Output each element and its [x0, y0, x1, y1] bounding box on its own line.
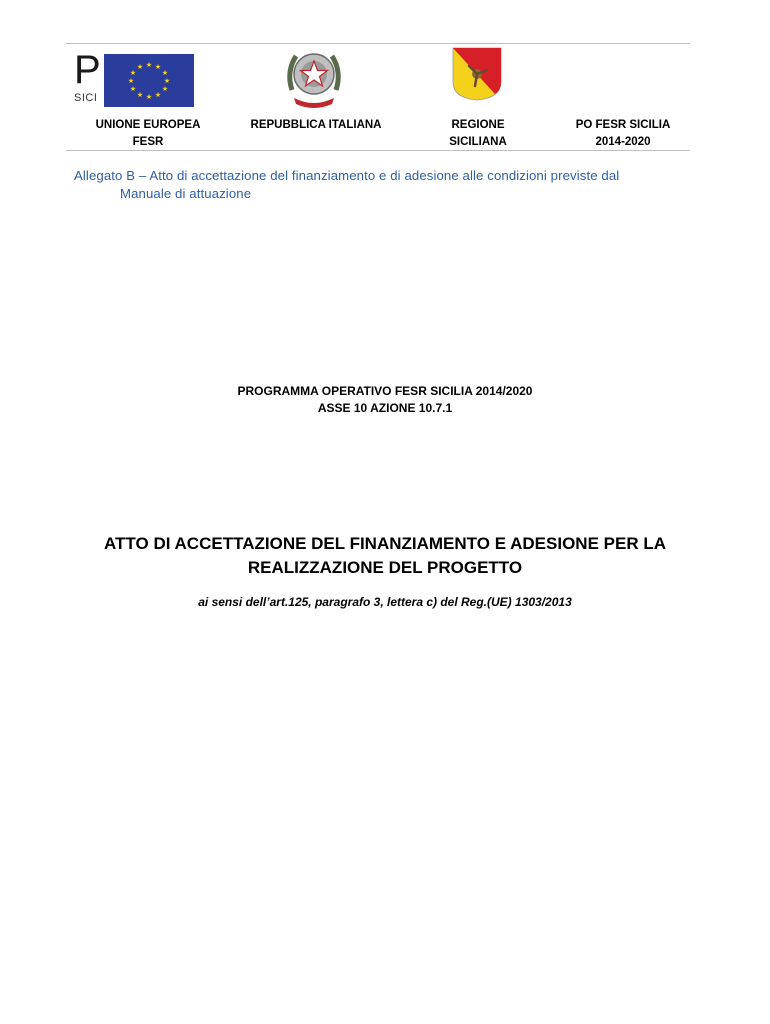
programma-title: PROGRAMMA OPERATIVO FESR SICILIA 2014/2020 [237, 384, 533, 398]
svg-text:★: ★ [163, 77, 171, 85]
header-column-regione-siciliana [444, 117, 512, 151]
header-column-line2: SICILIANA [449, 136, 507, 148]
header-column-po-fesr-sicilia [568, 117, 678, 151]
po-logo-subtext: SICI [74, 92, 98, 104]
header-column-line2: FESR [132, 136, 164, 148]
svg-text:★: ★ [136, 63, 144, 71]
svg-text:★: ★ [161, 69, 169, 77]
header-column-line2: 2014-2020 [595, 136, 651, 148]
document-title-line2: REALIZZAZIONE DEL PROGETTO [247, 558, 523, 577]
svg-text:★: ★ [154, 91, 162, 99]
svg-text:★: ★ [145, 61, 153, 69]
header-column-line1: UNIONE EUROPEA [95, 119, 201, 131]
allegato-line1: Allegato B – Atto di accettazione del finanziamento e di adesione alle condizioni previste dal [74, 168, 620, 183]
sicilian-region-flag-icon [451, 46, 503, 102]
header-bottom-rule [66, 150, 690, 151]
document-subtitle: ai sensi dell’art.125, paragrafo 3, lettera c) del Reg.(UE) 1303/2013 [198, 595, 572, 609]
svg-text:★: ★ [145, 93, 153, 101]
svg-text:★: ★ [129, 69, 137, 77]
header-column-repubblica-italiana [240, 117, 392, 134]
svg-text:★: ★ [136, 91, 144, 99]
header-column-line1: PO FESR SICILIA [575, 119, 671, 131]
svg-text:★: ★ [127, 77, 135, 85]
programma-asse: ASSE 10 AZIONE 10.7.1 [317, 401, 453, 415]
svg-text:★: ★ [129, 85, 137, 93]
allegato-heading [74, 167, 694, 203]
document-title-line1: ATTO DI ACCETTAZIONE DEL FINANZIAMENTO E ADESIONE PER LA [104, 534, 666, 553]
header-top-rule [66, 43, 690, 44]
header-column-line1: REGIONE [451, 119, 505, 131]
allegato-line2: Manuale di attuazione [120, 186, 252, 201]
eu-flag-icon [104, 54, 194, 107]
svg-text:★: ★ [154, 63, 162, 71]
document-title [80, 532, 690, 580]
po-fesr-logo [74, 48, 104, 104]
header-column-line1: REPUBBLICA ITALIANA [250, 119, 382, 131]
italian-republic-emblem [282, 44, 346, 112]
svg-text:★: ★ [161, 85, 169, 93]
po-logo-letter: P [74, 48, 101, 92]
header-column-unione-europea [86, 117, 210, 151]
